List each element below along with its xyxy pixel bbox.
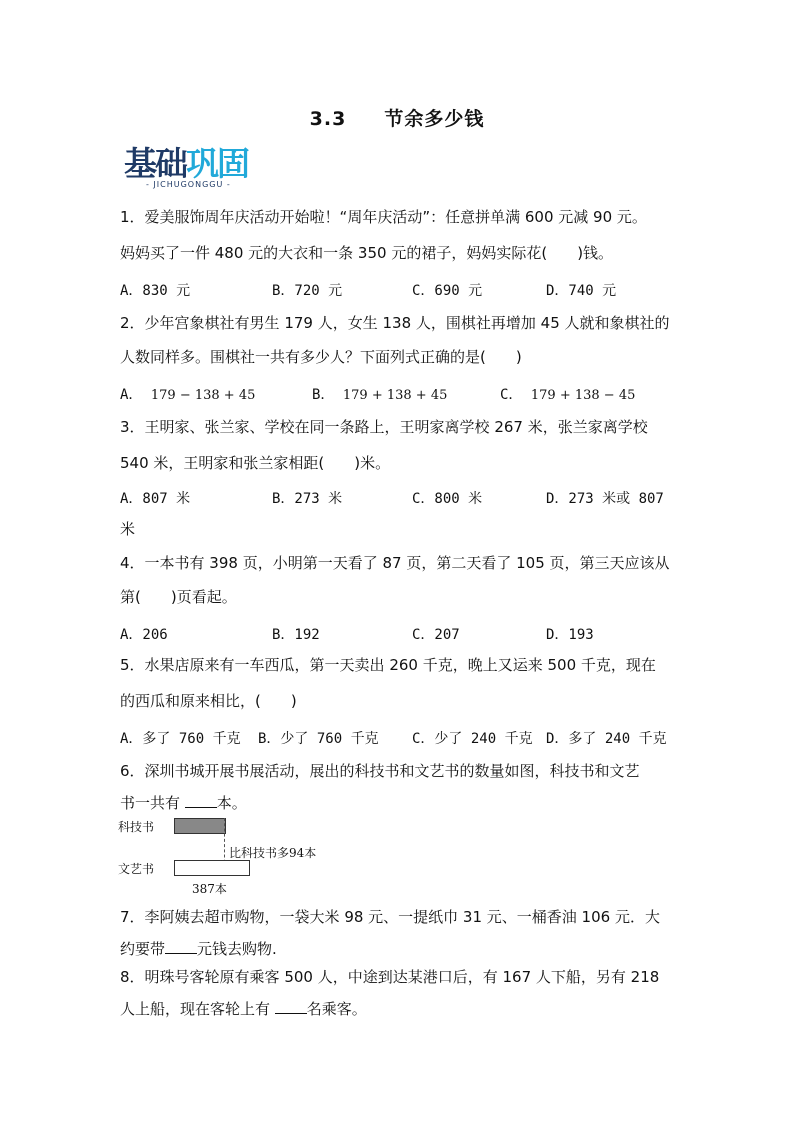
option-c[interactable]: C． 179 + 138 − 45 (500, 387, 636, 403)
question-1-line-1: 1．爱美服饰周年庆活动开始啦！“周年庆活动”：任意拼单满 600 元减 90 元。 (120, 208, 647, 226)
option-d[interactable]: D．193 (546, 627, 594, 643)
question-8-line-1: 8．明珠号客轮原有乘客 500 人，中途到达某港口后，有 167 人下船，另有 218 (120, 968, 660, 986)
bar-science-books (174, 818, 226, 834)
option-a[interactable]: A．807 米 (120, 491, 191, 507)
question-1-line-2: 妈妈买了一件 480 元的大衣和一条 350 元的裙子，妈妈实际花( )钱。 (120, 244, 614, 262)
difference-note: 比科技书多94本 (229, 846, 317, 860)
answer-blank[interactable] (275, 1001, 307, 1014)
question-2-line-1: 2．少年宫象棋社有男生 179 人，女生 138 人，围棋社再增加 45 人就和象棋社的 (120, 314, 670, 332)
question-7-line-2: 约要带 元钱去购物. (120, 940, 277, 958)
section-number: 3.3 (309, 108, 347, 130)
answer-blank[interactable] (185, 795, 217, 808)
option-d[interactable]: D．273 米或 807 (546, 491, 664, 507)
option-c[interactable]: C．少了 240 千克 (412, 731, 533, 747)
option-b[interactable]: B． 179 + 138 + 45 (312, 387, 448, 403)
question-3-option-d-wrap: 米 (120, 520, 136, 538)
option-b[interactable]: B．192 (272, 627, 320, 643)
question-6-line-1: 6．深圳书城开展书展活动，展出的科技书和文艺书的数量如图，科技书和文艺 (120, 762, 640, 780)
section-badge-logo: 基础巩固 - JICHUGONGGU - (124, 146, 264, 196)
option-d[interactable]: D．740 元 (546, 283, 617, 299)
question-3-line-2: 540 米，王明家和张兰家相距( )米。 (120, 454, 391, 472)
question-2-line-2: 人数同样多。围棋社一共有多少人？下面列式正确的是( ) (120, 348, 522, 366)
answer-blank[interactable] (165, 941, 197, 954)
question-7-line-1: 7．李阿姨去超市购物，一袋大米 98 元、一提纸巾 31 元、一桶香油 106 元．大 (120, 908, 660, 926)
line-segment-diagram (118, 812, 378, 902)
section-title: 节余多少钱 (384, 108, 485, 130)
option-a[interactable]: A．830 元 (120, 283, 191, 299)
option-b[interactable]: B．720 元 (272, 283, 343, 299)
page-title (0, 104, 794, 131)
question-8-line-2: 人上船，现在客轮上有 名乘客。 (120, 1000, 367, 1018)
badge-subtitle: - JICHUGONGGU - (146, 180, 231, 189)
question-5-line-2: 的西瓜和原来相比，( ) (120, 692, 297, 710)
option-a[interactable]: A．206 (120, 627, 168, 643)
option-c[interactable]: C．690 元 (412, 283, 483, 299)
question-4-line-2: 第( )页看起。 (120, 588, 237, 606)
bar-literature-books (174, 860, 250, 876)
option-a[interactable]: A．多了 760 千克 (120, 731, 241, 747)
question-6-line-2: 书一共有 本。 (120, 794, 247, 812)
option-b[interactable]: B．少了 760 千克 (258, 731, 379, 747)
literature-books-total: 387本 (192, 882, 227, 896)
option-b[interactable]: B．273 米 (272, 491, 343, 507)
label-science-books: 科技书 (118, 820, 155, 834)
option-c[interactable]: C．207 (412, 627, 460, 643)
question-4-line-1: 4．一本书有 398 页，小明第一天看了 87 页，第二天看了 105 页，第三天应该从 (120, 554, 670, 572)
question-5-line-1: 5．水果店原来有一车西瓜，第一天卖出 260 千克，晚上又运来 500 千克，现在 (120, 656, 656, 674)
label-literature-books: 文艺书 (118, 862, 155, 876)
question-3-line-1: 3．王明家、张兰家、学校在同一条路上，王明家离学校 267 米，张兰家离学校 (120, 418, 648, 436)
option-a[interactable]: A． 179 − 138 + 45 (120, 387, 256, 403)
option-d[interactable]: D．多了 240 千克 (546, 731, 667, 747)
option-c[interactable]: C．800 米 (412, 491, 483, 507)
